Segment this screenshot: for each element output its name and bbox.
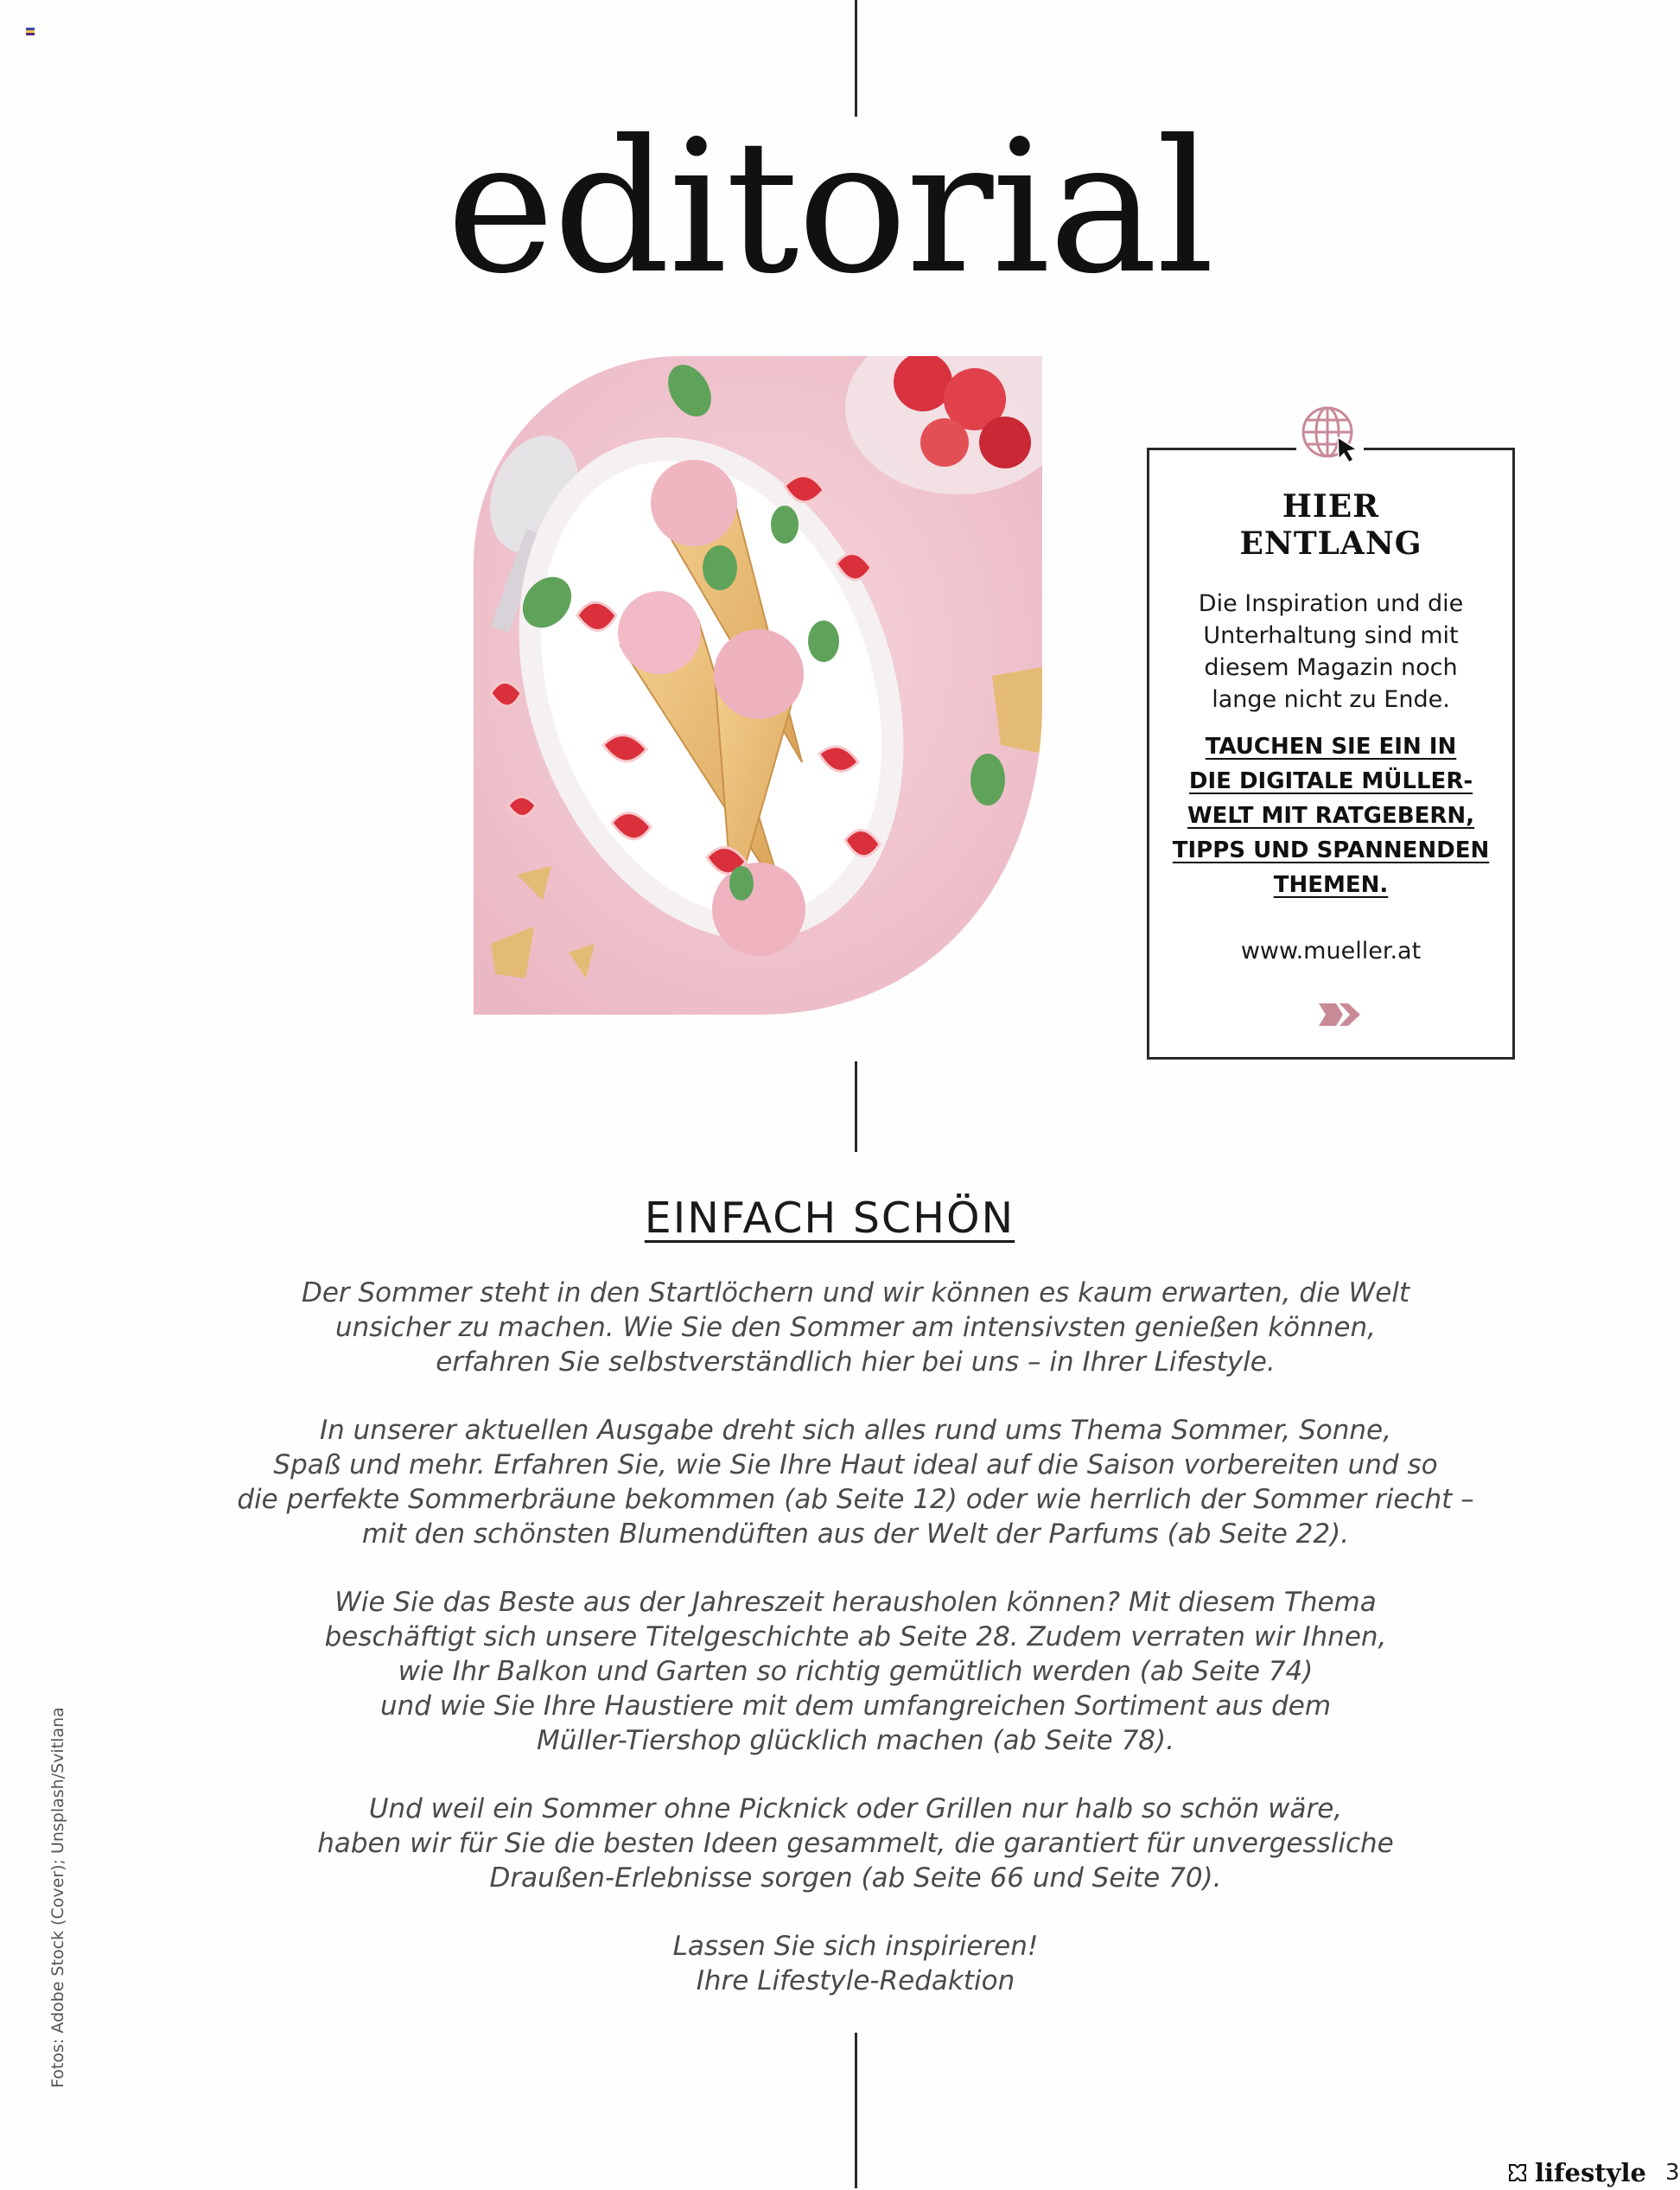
language-flag-icon	[26, 28, 35, 35]
middle-divider-line	[855, 1061, 857, 1152]
info-box-text: Die Inspiration und die Unterhaltung sind mit diesem Magazin noch lange nicht zu Ende.	[1198, 590, 1464, 713]
double-arrow-right-icon[interactable]	[1317, 1000, 1362, 1029]
website-url-link[interactable]: www.mueller.at	[1240, 938, 1422, 964]
article-paragraph: Der Sommer steht in den Startlöchern und wir können es kaum erwarten, die Welt unsicher zu machen. Wie Sie den Sommer am intensivsten genießen können, erfahren Sie selbstverständlich hier bei uns – in Ihrer Lifestyle.	[301, 1277, 1410, 1378]
globe-cursor-icon	[1296, 403, 1364, 465]
article-body	[173, 1276, 1538, 2032]
top-divider-line	[855, 0, 857, 117]
photo-credit: Fotos: Adobe Stock (Cover); Unsplash/Svitlana	[48, 1707, 67, 2088]
info-box	[1147, 448, 1515, 1060]
brand-name: lifestyle	[1535, 2158, 1646, 2187]
bottom-divider-line	[855, 2033, 857, 2188]
article-heading: EINFACH SCHÖN	[644, 1194, 1015, 1243]
page-number: 3	[1665, 2160, 1680, 2186]
info-box-heading: HIER ENTLANG	[1239, 488, 1422, 562]
page-title: editorial	[446, 100, 1213, 314]
article-signoff: Lassen Sie sich inspirieren! Ihre Lifestyle-Redaktion	[672, 1931, 1039, 1996]
article-paragraph: Und weil ein Sommer ohne Picknick oder Grillen nur halb so schön wäre, haben wir für Sie die besten Ideen gesammelt, die garantiert für unvergessliche Draußen-Erlebnisse sorgen (ab Seite 66 und Seite 70).	[317, 1793, 1394, 1894]
magazine-brand	[1507, 2155, 1680, 2190]
article-paragraph: Wie Sie das Beste aus der Jahreszeit herausholen können? Mit diesem Thema beschäftigt sich unsere Titelgeschichte ab Seite 28. Zudem verraten wir Ihnen, wie Ihr Balkon und Garten so richtig gemütlich werden (ab Seite 74) und wie Sie Ihre Haustiere mit dem umfangreichen Sortiment aus dem Müller-Tiershop glücklich machen (ab Seite 78).	[324, 1587, 1387, 1756]
ice-cream-photo	[474, 356, 1042, 1015]
article-paragraph: In unserer aktuellen Ausgabe dreht sich alles rund ums Thema Sommer, Sonne, Spaß und mehr. Erfahren Sie, wie Sie Ihre Haut ideal auf die Saison vorbereiten und so die perfekte Sommerbräune bekommen (ab Seite 12) oder wie herrlich der Sommer riecht – mit den schönsten Blumendüften aus der Welt der Parfums (ab Seite 22).	[237, 1415, 1474, 1550]
digital-world-link[interactable]: TAUCHEN SIE EIN IN DIE DIGITALE MÜLLER- WELT MIT RATGEBERN, TIPPS UND SPANNENDEN THEMEN.	[1172, 734, 1490, 898]
brand-logo-icon	[1507, 2162, 1528, 2183]
